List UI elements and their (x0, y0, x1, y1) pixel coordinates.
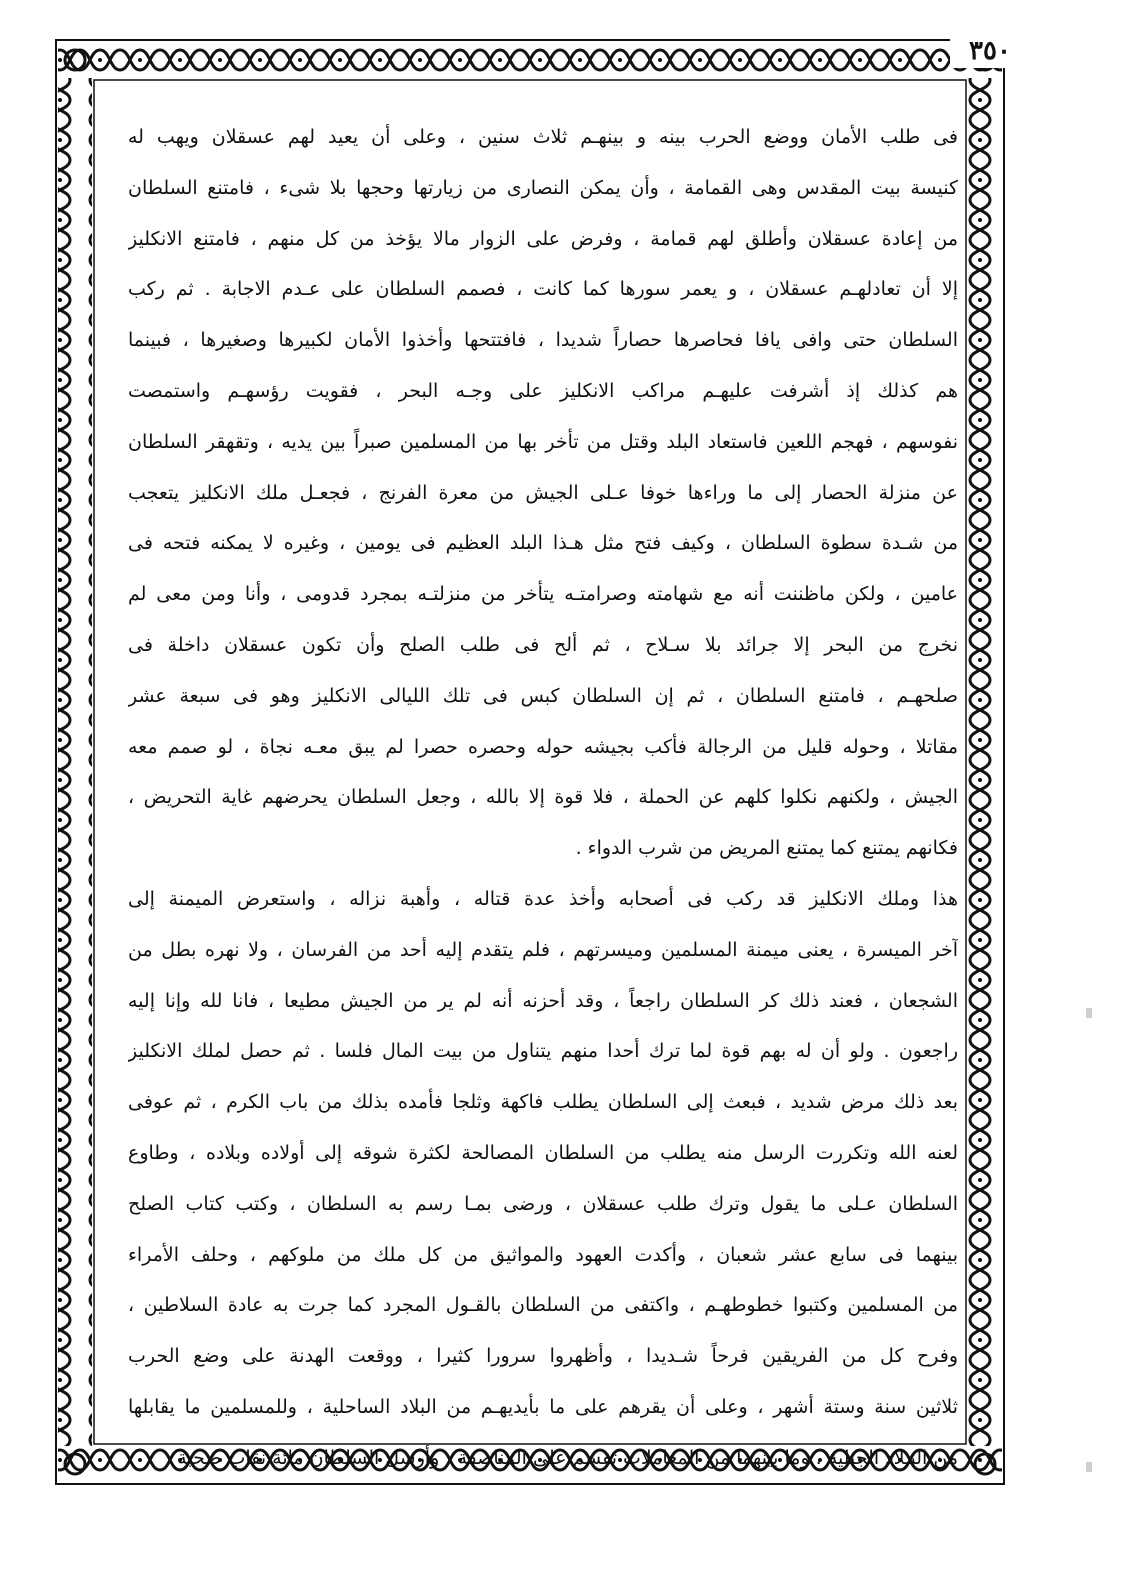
scan-speck (1086, 1008, 1092, 1018)
text-line: صلحهـم ، فامتنع السلطان ، ثم إن السلطان كبس فى تلك الليالى الانكليز وهو فى سبعة عشر (128, 684, 958, 707)
text-line: مقاتلا ، وحوله قليل من الرجالة فأكب بجيشه حوله وحصره حصرا لم يبق معـه نجاة ، لو صمم معه (128, 735, 958, 758)
text-line: كنيسة بيت المقدس وهى القمامة ، وأن يمكن النصارى من زيارتها وحجها بلا شىء ، فامتنع السلطان (128, 176, 958, 199)
text-line: راجعون . ولو أن له بهم قوة لما ترك أحدا منهم يتناول من بيت المال فلسا . ثم حصل لملك الانكليز (128, 1040, 958, 1063)
text-line: فى طلب الأمان ووضع الحرب بينه و بينهـم ثلاث سنين ، وعلى أن يعيد لهم عسقلان ويهب له (128, 126, 958, 148)
border-top (58, 42, 1002, 78)
text-line: الشجعان ، فعند ذلك كر السلطان راجعاً ، وقد أحزنه أنه لم ير من الجيش مطيعا ، فانا لله وإنا إليه (128, 989, 958, 1012)
text-line: الجيش ، ولكنهم نكلوا كلهم عن الحملة ، فلا قوة إلا بالله ، وجعل السلطان يحرضهم غاية التحريض ، (128, 786, 958, 809)
text-line: ثلاثين سنة وستة أشهر ، وعلى أن يقرهم على ما بأيديهـم من البلاد الساحلية ، وللمسلمين ما يقابلها (128, 1395, 958, 1418)
text-line: فكانهم يمتنع كما يمتنع المريض من شرب الدواء . (575, 837, 958, 860)
text-line: السلطان عـلى ما يقول وترك طلب عسقلان ، ورضى بمـا رسم به السلطان ، وكتب كتاب الصلح (128, 1192, 958, 1215)
text-line: نفوسهم ، فهجم اللعين فاستعاد البلد وقتل من تأخر بها من المسلمين صبراً بين يديه ، وتقهقر السلطان (128, 430, 958, 453)
text-line: من البـلاد الجبلية ، وما بينهما من المعاملات تقسم على المناصفة ، وأرسل السلطان مائة نقاب صحبة (177, 1446, 958, 1469)
text-line: بينهما فى سابع عشر شعبان ، وأكدت العهود والمواثيق من كل ملك من ملوكهم ، وحلف الأمراء (128, 1243, 958, 1266)
text-line: من شـدة سطوة السلطان ، وكيف فتح مثل هـذا البلد العظيم فى يومين ، وغيره لا يمكنه فتحه فى (128, 532, 958, 555)
text-line: عامين ، ولكن ماظننت أنه مع شهامته وصرامتـه يتأخر من منزلتـه بمجرد قدومى ، وأنا ومن معى لم (128, 583, 958, 606)
text-line: بعد ذلك مرض شديد ، فبعث إلى السلطان يطلب فاكهة وثلجا فأمده بذلك من باب الكرم ، ثم عوفى (128, 1091, 958, 1114)
paragraph-1 (128, 112, 958, 874)
text-line: لعنه الله وتكررت الرسل منه يطلب من السلطان المصالحة لكثرة شوقه إلى أولاده وبلاده ، وطاوع (128, 1141, 958, 1164)
scan-speck (1086, 1462, 1092, 1472)
text-line: نخرج من البحر إلا جرائد بلا سـلاح ، ثم ألح فى طلب الصلح وأن تكون عسقلان داخلة فى (128, 633, 958, 656)
page-number: ٣٥٠ (950, 34, 1030, 68)
text-line: السلطان حتى وافى يافا فحاصرها حصاراً شديدا ، فافتتحها وأخذوا الأمان لكبيرها وصغيرها ، فبينما (128, 329, 958, 352)
paragraph-2 (128, 874, 958, 1484)
body-text (128, 112, 958, 1469)
text-line: من المسلمين وكتبوا خطوطهـم ، واكتفى من السلطان بالقـول المجرد كما جرت به عادة السلاطين ، (128, 1294, 958, 1317)
text-line: عن منزلة الحصار إلى ما وراءها خوفا عـلى الجيش من معرة الفرنج ، فجعـل ملك الانكليز يتعجب (128, 481, 958, 504)
text-line: هم كذلك إذ أشرفت عليهـم مراكب الانكليز على وجـه البحر ، فقويت رؤسهـم واستمصت (128, 379, 958, 402)
text-line: وفرح كل من الفريقين فرحاً شـديدا ، وأظهروا سرورا كثيرا ، ووقعت الهدنة على وضع الحرب (128, 1345, 958, 1368)
text-line: إلا أن تعادلهـم عسقلان ، و يعمر سورها كما كانت ، فصمم السلطان على عـدم الاجابة . ثم ركب (128, 278, 958, 301)
text-line: آخر الميسرة ، يعنى ميمنة المسلمين وميسرتهم ، فلم يتقدم إليه أحد من الفرسان ، ولا نهره بطل من (128, 938, 958, 961)
text-line: من إعادة عسقلان وأطلق لهم قمامة ، وفرض على الزوار مالا يؤخذ من كل منهم ، فامتنع الانكليز (128, 227, 958, 250)
border-right (968, 78, 1002, 1446)
border-left (58, 78, 92, 1446)
text-line: هذا وملك الانكليز قد ركب فى أصحابه وأخذ عدة قتاله ، وأهبة نزاله ، واستعرض الميمنة إلى (128, 887, 958, 910)
